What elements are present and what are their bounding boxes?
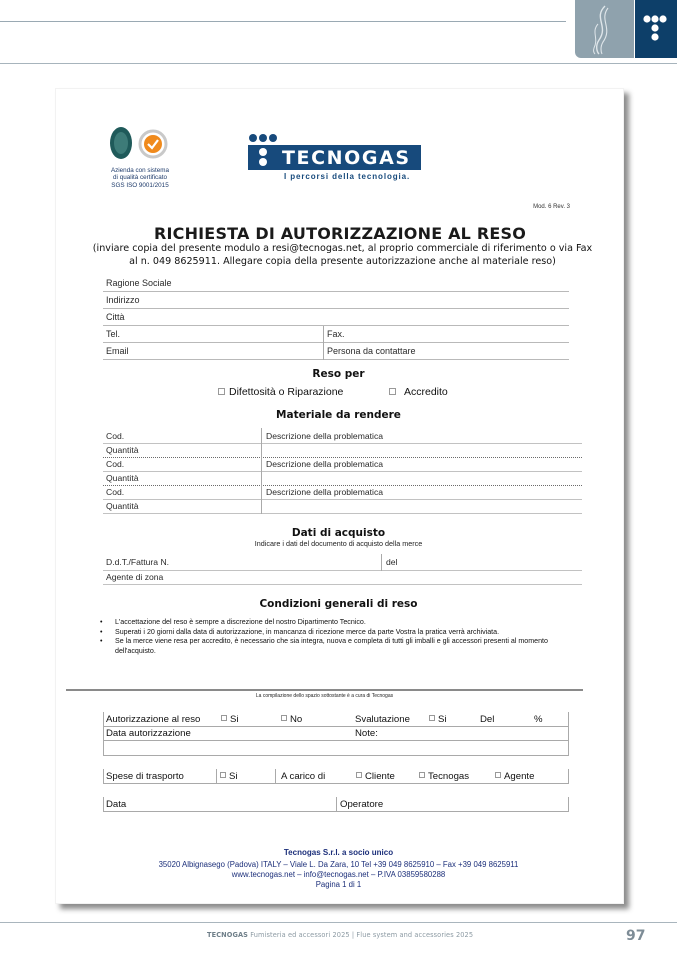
checkbox-autorizzazione-si[interactable]: Si [221,714,239,725]
field-fax[interactable]: Fax. [327,329,345,339]
tecnogas-logo [248,134,422,184]
condition-item: • Superati i 20 giorni dalla data di autorizzazione, in mancanza di ricezione merce da parte Vostra la pratica verrà archiviata. [100,628,560,638]
row-note-continued[interactable] [103,741,569,756]
brand-tagline: I percorsi della tecnologia. [284,172,411,181]
field-svalutazione-del[interactable]: Del [480,714,495,725]
certification-logos [108,126,172,162]
row-data-autorizzazione [103,727,569,741]
acquisto-subtitle: Indicare i dati del documento di acquisto della merce [254,539,423,548]
flame-swirl-icon [575,0,634,58]
tecnogas-dots-icon [635,0,677,58]
field-email-persona-row [103,343,569,360]
material-row-cod[interactable]: Cod. Descrizione della problematica [103,486,582,500]
internal-section-divider [66,689,583,691]
field-citta[interactable]: Città [103,309,569,326]
checkbox-tecnogas[interactable]: Tecnogas [419,771,469,782]
page-number: 97 [626,928,646,944]
field-ddt-row [103,556,582,571]
company-name: Tecnogas S.r.l. a socio unico [283,848,394,857]
certification-text: Azienda con sistema di qualità certificato SGS ISO 9001/2015 [110,167,170,189]
logo-dot [269,134,277,142]
form-page-indicator: Pagina 1 di 1 [315,880,362,889]
section-tab [575,0,634,58]
checkbox[interactable] [218,388,225,395]
field-del[interactable]: del [386,557,398,567]
reso-per-title: Reso per [312,368,365,380]
option-accredito[interactable]: Accredito [389,386,448,398]
checkbox-autorizzazione-no[interactable]: No [281,714,302,725]
form-instructions: (inviare copia del presente modulo a resi@tecnogas.net, al proprio commerciale di riferimento o via Fax al n. 049 8625911. Allegare copia della presente autorizzazione anche al materiale reso) [92,243,593,267]
field-ragione-sociale[interactable]: Ragione Sociale [103,275,569,292]
checkbox-svalutazione-si[interactable]: Si [429,714,447,725]
checkbox-agente[interactable]: Agente [495,771,534,782]
option-difettosita[interactable]: Difettosità o Riparazione [218,386,343,398]
checkbox[interactable] [389,388,396,395]
catalog-footer-text: TECNOGAS Fumisteria ed accessori 2025 | Flue system and accessories 2025 [207,931,474,939]
material-row-qty[interactable]: Quantità [103,444,582,458]
condition-item: • L'accettazione del reso è sempre a discrezione del nostro Dipartimento Tecnico. [100,618,560,628]
grid-edge [103,797,104,812]
row-autorizzazione: Autorizzazione al reso Si No Svalutazione Si Del % [103,712,569,727]
logo-dot [249,134,257,142]
brand-tab [635,0,677,58]
field-data-autorizzazione[interactable]: Data autorizzazione [106,728,191,739]
grid-edge [216,769,217,784]
material-row-cod[interactable]: Cod. Descrizione della problematica [103,458,582,472]
condition-item: • Se la merce viene resa per accredito, è necessario che sia integra, nuova e completa di tutti gli imballi e gli accessori presenti al momento dell'acquisto. [100,637,560,656]
material-row-qty[interactable]: Quantità [103,500,582,514]
field-email[interactable]: Email [106,346,129,356]
materiale-title: Materiale da rendere [276,409,401,421]
material-row-cod[interactable]: Cod. Descrizione della problematica [103,430,582,444]
header-rule-bottom [0,63,677,64]
acquisto-title: Dati di acquisto [291,527,386,539]
column-divider [381,554,382,571]
logo-dot [259,158,267,166]
column-divider [323,326,324,360]
internal-section-note: La compilazione dello spazio sottostante è a cura di Tecnogas [255,693,394,699]
grid-edge [568,797,569,812]
logo-dot [259,148,267,156]
header-rule-top [0,21,566,22]
footer-rule [0,922,677,923]
form-title: RICHIESTA DI AUTORIZZAZIONE AL RESO [153,224,527,243]
grid-edge [275,769,276,784]
logo-dot [259,134,267,142]
grid-edge [568,712,569,756]
condizioni-list [100,618,560,656]
field-operatore[interactable]: Operatore [340,799,384,810]
brand-name: TECNOGAS [282,147,411,169]
grid-edge [103,712,104,756]
field-agente[interactable]: Agente di zona [103,571,582,585]
row-spese-trasporto: Spese di trasporto Si A carico di Cliente Tecnogas Agente [103,769,569,784]
checkbox-cliente[interactable]: Cliente [356,771,395,782]
sgs-badge-icon [144,135,162,153]
grid-edge [568,769,569,784]
grid-edge [103,769,104,784]
field-tel[interactable]: Tel. [106,329,121,339]
field-tel-fax-row [103,326,569,343]
field-ddt[interactable]: D.d.T./Fattura N. [106,557,170,567]
condizioni-title: Condizioni generali di reso [259,598,418,610]
column-divider [261,428,262,514]
material-row-qty[interactable]: Quantità [103,472,582,486]
checkbox-spese-si[interactable]: Si [220,771,238,782]
field-indirizzo[interactable]: Indirizzo [103,292,569,309]
field-note[interactable]: Note: [355,728,378,739]
company-address: 35020 Albignasego (Padova) ITALY – Viale L. Da Zara, 10 Tel +39 049 8625910 – Fax +39 049 8625911 [158,860,519,869]
field-data[interactable]: Data [106,799,127,810]
form-revision: Mod. 6 Rev. 3 [533,204,570,210]
percent-sign: % [534,714,543,725]
grid-edge [336,797,337,812]
field-persona[interactable]: Persona da contattare [327,346,416,356]
company-contacts: www.tecnogas.net – info@tecnogas.net – P.IVA 03859580288 [231,870,446,879]
